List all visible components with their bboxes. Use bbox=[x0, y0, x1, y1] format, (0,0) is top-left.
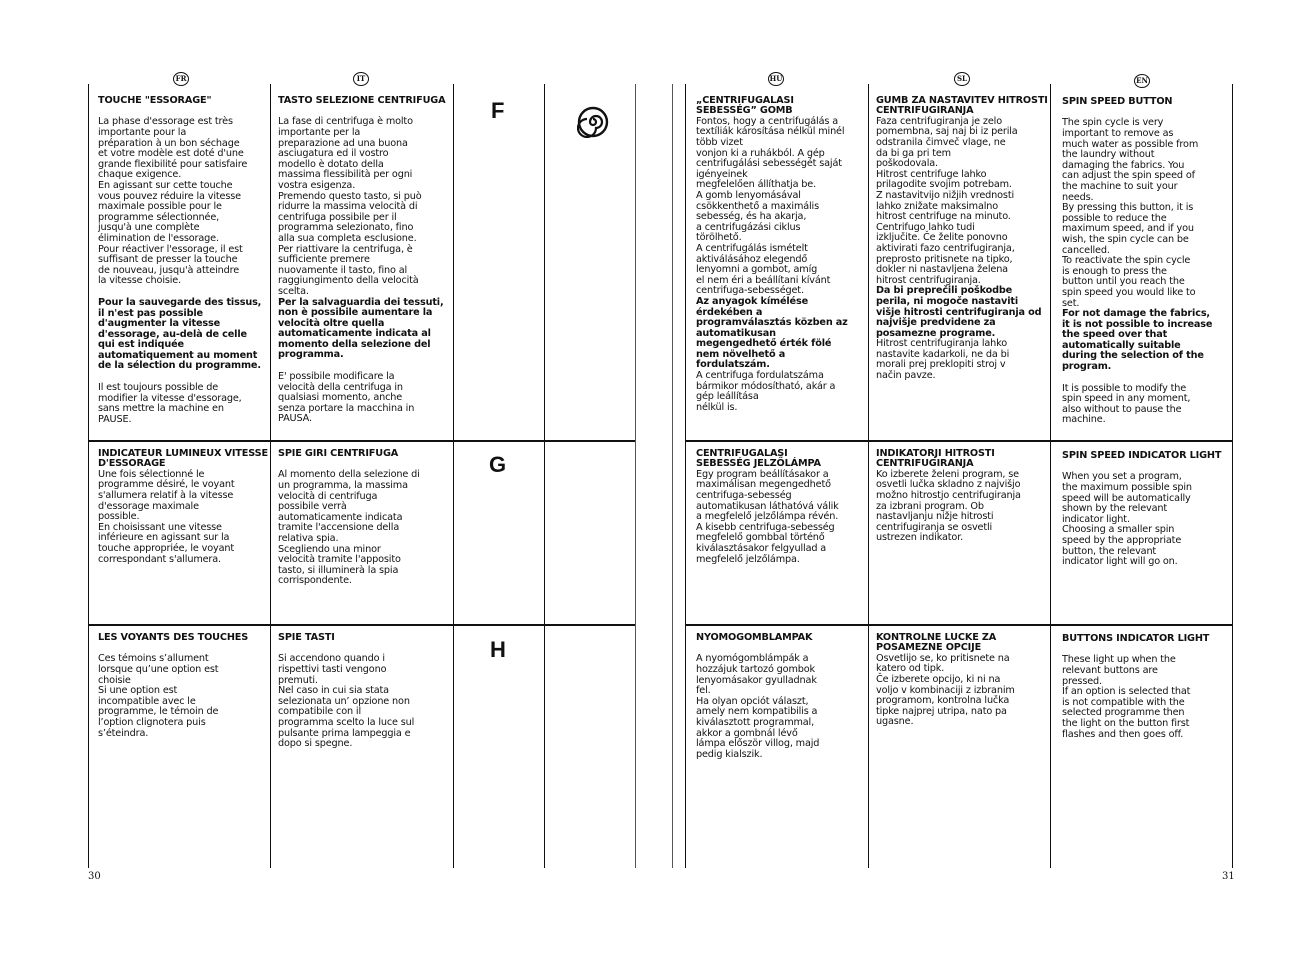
section-tail: A centrifuga fordulatszáma bármikor módosítható, akár a gép leállítása nélkül is. bbox=[696, 370, 836, 413]
en-section-spin-button bbox=[1062, 97, 1230, 437]
page-number: 30 bbox=[88, 871, 101, 882]
section-heading: LES VOYANTS DES TOUCHES bbox=[98, 633, 249, 643]
column-rule bbox=[685, 84, 686, 868]
section-letter-g: G bbox=[489, 452, 507, 477]
section-warning: Da bi preprečili poškodbe perila, ni mogoče nastaviti višje hitrosti centrifugiranja od najvišje predvidene za posamezne programe. bbox=[876, 285, 1042, 339]
fr-section-spin-button bbox=[98, 96, 268, 436]
sl-section-spin-indicator bbox=[876, 449, 1048, 619]
column-rule bbox=[270, 84, 271, 868]
section-body: Si accendono quando i rispettivi tasti vengono premuti. Nel caso in cui sia stata selezionata un’ opzione non compatibile con il programma scelto la luce sul pulsante prima lampeggia e dopo si spegne. bbox=[278, 653, 415, 750]
section-body: A nyomógomblámpák a hozzájuk tartozó gombok lenyomásakor gyulladnak fel. Ha olyan opciót választ, amely nem kompatibilis a kiválasztott programmal, akkor a gombnál lévő lámpa először villog, majd pedig kialszik. bbox=[696, 653, 820, 760]
spiral-spin-icon bbox=[577, 106, 609, 138]
section-heading: SPIE TASTI bbox=[278, 633, 335, 643]
column-rule bbox=[672, 84, 673, 868]
section-heading: INDIKATORJI HITROSTI CENTRIFUGIRANJA bbox=[876, 449, 995, 470]
section-body: Une fois sélectionné le programme désiré, le voyant s'allumera relatif à la vitesse d'essorage maximale possible. En choisissant une vitesse inférieure en agissant sur la touche appropriée, le voyant correspondant s'allumera. bbox=[98, 468, 235, 565]
sl-section-button-lights bbox=[876, 633, 1048, 863]
it-section-button-lights bbox=[278, 633, 450, 863]
section-heading: SPIN SPEED BUTTON bbox=[1062, 97, 1173, 107]
page-number: 31 bbox=[1222, 871, 1235, 882]
section-warning: Az anyagok kímélése érdekében a programválasztás közben az automatikusan megengedhető érték fölé nem növelhető a fordulatszám. bbox=[696, 295, 848, 371]
section-heading: NYOMÓGOMBLÁMPÁK bbox=[696, 633, 813, 643]
section-body: The spin cycle is very important to remove as much water as possible from the laundry without damaging the fabrics. You can adjust the spin speed of the machine to suit your needs. By pressing this button, it is possible to reduce the maximum speed, and if you wish, the spin cycle can be cancelled. To reactivate the spin cycle is enough to press the button until you reach the spin speed you would like to set. bbox=[1062, 117, 1199, 309]
flag-fr: FR bbox=[173, 72, 189, 86]
hu-section-button-lights bbox=[696, 633, 866, 863]
en-section-spin-indicator bbox=[1062, 451, 1230, 621]
section-body: These light up when the relevant buttons are pressed. If an option is selected that is not compatible with the selected programme then the light on the button first flashes and then goes off. bbox=[1062, 654, 1191, 740]
column-rule bbox=[544, 84, 545, 868]
hu-section-spin-button bbox=[696, 96, 866, 436]
section-heading: TASTO SELEZIONE CENTRIFUGA bbox=[278, 96, 446, 106]
flag-it: IT bbox=[353, 72, 369, 86]
section-tail: Il est toujours possible de modifier la vitesse d'essorage, sans mettre la machine en PAUSE. bbox=[98, 382, 242, 425]
section-heading: SPIN SPEED INDICATOR LIGHT bbox=[1062, 451, 1222, 461]
section-tail: Hitrost centrifugiranja lahko nastavite kadarkoli, ne da bi morali prej preklopiti stroj v način pavze. bbox=[876, 338, 1010, 382]
section-heading: BUTTONS INDICATOR LIGHT bbox=[1062, 634, 1210, 644]
section-body: Osvetlijo se, ko pritisnete na katero od tipk. Če izberete opcijo, ki ni na voljo v kombinaciji z izbranim programom, kontrolna lučka tipke najprej utripa, nato pa ugasne. bbox=[876, 652, 1015, 728]
section-body: When you set a program, the maximum possible spin speed will be automatically shown by the relevant indicator light. Choosing a smaller spin speed by the appropriate button, the relevant indicator light will go on. bbox=[1062, 471, 1192, 568]
row-rule bbox=[685, 440, 1232, 442]
row-rule bbox=[88, 624, 635, 626]
flag-hu: HU bbox=[768, 72, 784, 86]
column-rule bbox=[868, 84, 869, 868]
section-heading: INDICATEUR LUMINEUX VITESSE D'ESSORAGE bbox=[98, 449, 268, 470]
section-heading: TOUCHE "ESSORAGE" bbox=[98, 96, 212, 106]
section-body: Ko izberete želeni program, se osvetli lučka skladno z najvišjo možno hitrostjo centrifugiranja za izbrani program. Ob nastavljanju nižje hitrosti centrifugiranja se osvetli ustrezen indikator. bbox=[876, 468, 1021, 544]
section-heading: KONTROLNE LUČKE ZA POSAMEZNE OPCIJE bbox=[876, 633, 997, 654]
section-body: Faza centrifugiranja je zelo pomembna, saj naj bi iz perila odstranila čimveč vlage, ne da bi ga pri tem poškodovala. Hitrost centrifuge lahko prilagodite svojim potrebam. Z nastavitvijo nižjih vrednosti lahko znižate maksimalno hitrost centrifuge na minuto. Centrifugo lahko tudi izključite. Če želite ponovno aktivirati fazo centrifugiranja, preprosto pritisnete na tipko, dokler ni nastavljena želena hitrost centrifugiranja. bbox=[876, 115, 1018, 286]
section-letter-h: H bbox=[490, 637, 506, 662]
it-section-spin-indicator bbox=[278, 449, 450, 619]
section-warning: For not damage the fabrics, it is not possible to increase the speed over that automatically suitable during the selection of the program. bbox=[1062, 308, 1213, 373]
section-body: Egy program beállításakor a maximálisan megengedhető centrifuga-sebesség automatikusan láthatóvá válik a megfelelő jelzőlámpa révén. A kisebb centrifuga-sebesség megfelelő gombbal történő kiválasztásakor felgyullad a megfelelő jelzőlámpa. bbox=[696, 468, 839, 565]
column-rule bbox=[1232, 84, 1233, 868]
it-section-spin-button bbox=[278, 96, 450, 436]
en-section-button-lights bbox=[1062, 634, 1230, 864]
column-rule bbox=[88, 84, 89, 868]
flag-sl: SL bbox=[954, 72, 970, 86]
section-letter-f: F bbox=[491, 98, 505, 123]
column-rule bbox=[1050, 84, 1051, 868]
section-heading: GUMB ZA NASTAVITEV HITROSTI CENTRIFUGIRANJA bbox=[876, 96, 1048, 117]
section-warning: Pour la sauvegarde des tissus, il n'est pas possible d'augmenter la vitesse d'essorage, au-delà de celle qui est indiquée automatiquement au moment de la sélection du programme. bbox=[98, 296, 262, 372]
section-tail: It is possible to modify the spin speed in any moment, also without to pause the machine. bbox=[1062, 382, 1191, 426]
sl-section-spin-button bbox=[876, 96, 1048, 436]
section-body: Ces témoins s’allument lorsque qu’une option est choisie Si une option est incompatible avec le programme, le témoin de l’option clignotera puis s’éteindra. bbox=[98, 653, 219, 739]
section-body: Fontos, hogy a centrifugálás a textíliák károsítása nélkül minél több vizet vonjon ki a ruhákból. A gép centrifugálási sebességét saját igényeinek megfelelően állíthatja be. A gomb lenyomásával csökkenthető a maximális sebesség, és ha akarja, a centrifugázási ciklus törölhető. A centrifugálás ismételt aktiválásához elegendő lenyomni a gombot, amíg el nem éri a beállítani kívánt centrifuga-sebességet. bbox=[696, 115, 845, 297]
column-rule bbox=[635, 84, 636, 868]
flag-en: EN bbox=[1134, 74, 1150, 88]
row-rule bbox=[88, 440, 635, 442]
row-rule bbox=[685, 624, 1232, 626]
section-body: La phase d'essorage est très importante pour la préparation à un bon séchage et votre modèle est doté d'une grande flexibilité pour satisfaire chaque exigence. En agissant sur cette touche vous pouvez réduire la vitesse maximale possible pour le programme sélectionnée, jusqu'à une complète élimination de l'essorage. Pour réactiver l'essorage, il est suffisant de presser la touche de nouveau, jusqu'à atteindre la vitesse choisie. bbox=[98, 116, 248, 287]
fr-section-spin-indicator bbox=[98, 449, 268, 619]
column-rule bbox=[453, 84, 454, 868]
section-heading: CENTRIFUGÁLÁSI SEBESSÉG JELZŐLÁMPA bbox=[696, 449, 821, 470]
section-body: La fase di centrifuga è molto importante per la preparazione ad una buona asciugatura ed il vostro modello è dotato della massima flessibilità per ogni vostra esigenza. Premendo questo tasto, si può ridurre la massima velocità di centrifuga possibile per il programma selezionato, fino alla sua completa esclusione. Per riattivare la centrifuga, è sufficiente premere nuovamente il tasto, fino al raggiungimento della velocità scelta. bbox=[278, 116, 422, 297]
hu-section-spin-indicator bbox=[696, 449, 866, 619]
section-warning: Per la salvaguardia dei tessuti, non è possibile aumentare la velocità oltre quella automaticamente indicata al momento della selezione del programma. bbox=[278, 296, 444, 361]
section-body: Al momento della selezione di un programma, la massima velocità di centrifuga possibile verrà automaticamente indicata tramite l'accensione della relativa spia. Scegliendo una minor velocità tramite l'apposito tasto, si illuminerà la spia corrispondente. bbox=[278, 469, 420, 587]
section-heading: „CENTRIFUGÁLÁSI SEBESSÉG” GOMB bbox=[696, 96, 794, 117]
section-tail: E' possibile modificare la velocità della centrifuga in qualsiasi momento, anche senza portare la macchina in PAUSA. bbox=[278, 371, 415, 425]
section-heading: SPIE GIRI CENTRIFUGA bbox=[278, 449, 399, 459]
fr-section-button-lights bbox=[98, 633, 268, 863]
